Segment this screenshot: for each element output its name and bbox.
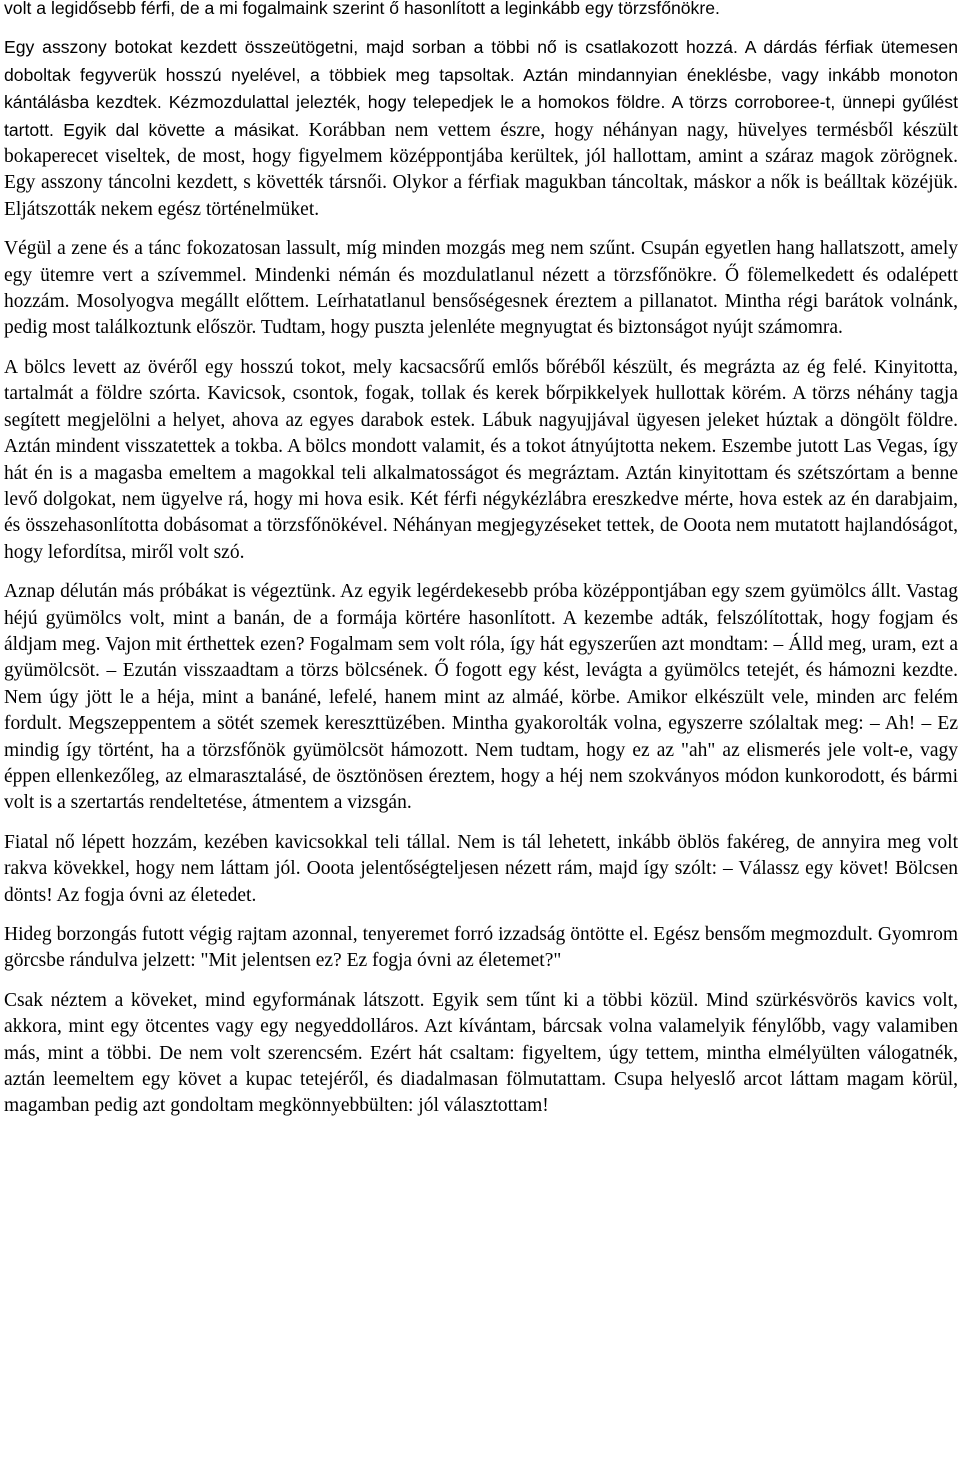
paragraph: Hideg borzongás futott végig rajtam azonnal, tenyeremet forró izzadság öntötte el. Egész bensőm megmozdult. Gyomrom görcsbe rándulva jelzett: "Mit jelentsen ez? Ez fogja óvni az életemet?" [4,924,958,972]
paragraph: Végül a zene és a tánc fokozatosan lassult, míg minden mozgás meg nem szűnt. Csupán egyetlen hang hallatszott, amely egy ütemre vert a szívemmel. Mindenki némán és mozdulatlanul nézett a törzsfőnökre. Ő fölemelkedett és odalépett hozzám. Mosolyogva megállt előttem. Leírhatatlanul bensőségesnek éreztem a pillanatot. Mintha régi barátok volnánk, pedig most találkoztunk először. Tudtam, hogy puszta jelenléte megnyugtat és biztonságot nyújt számomra. [4,238,958,339]
paragraph: Fiatal nő lépett hozzám, kezében kavicsokkal teli tállal. Nem is tál lehetett, inkább öblös fakéreg, de annyira meg volt rakva kövekkel, hogy nem láttam jól. Ooota jelentőségteljesen nézett rám, majd így szólt: – Válassz egy követ! Bölcsen dönts! Az fogja óvni az életedet. [4,831,958,906]
document-page [4,0,958,1133]
paragraph [4,34,958,223]
paragraph-sans-part: Egy asszony botokat kezdett összeütögetni, majd sorban a többi nő is csatlakozott hozzá. A dárdás férfiak ütemesen doboltak fegyverük hosszú nyelével, a többiek meg tapsoltak. Aztán mindannyian éneklésbe, vagy inkább monoton kántálásba kezdtek. Kézmozdulattal jelezték, hogy telepedjek le a homokos földre. A törzs corroboree-t, ünnepi gyűlést tartott. Egyik dal követte a másikat. [4,37,958,140]
paragraph-serif-part: Korábban nem vettem észre, hogy néhányan nagy, hüvelyes termésből készült bokaperecet viseltek, de most, hogy figyelmem középpontjába kerültek, jól hallottam, amint a száraz magok zörögnek. Egy asszony táncolni kezdett, s követték társnői. Olykor a férfiak magukban táncoltak, máskor a nők is beálltak közéjük. Eljátszották nekem egész történelmüket. [4,119,959,220]
paragraph: volt a legidősebb férfi, de a mi fogalmaink szerint ő hasonlított a leginkább egy törzsfőnökre. [4,0,720,18]
paragraph: Csak néztem a köveket, mind egyformának látszott. Egyik sem tűnt ki a többi közül. Mind szürkésvörös kavics volt, akkora, mint egy ötcentes vagy egy negyeddolláros. Azt kívántam, bárcsak volna valamelyik fénylőbb, vagy valamiben más, mint a többi. De nem volt szerencsém. Ezért hát csaltam: figyeltem, úgy tettem, mintha elmélyülten válogatnék, aztán leemeltem egy követ a kupac tetejéről, és diadalmasan fölmutattam. Csupa helyeslő arcot láttam magam körül, magamban pedig azt gondoltam megkönnyebbülten: jól választottam! [4,989,958,1117]
paragraph: A bölcs levett az övéről egy hosszú tokot, mely kacsacsőrű emlős bőréből készült, és megrázta az ég felé. Kinyitotta, tartalmát a földre szórta. Kavicsok, csontok, fogak, tollak és kerek bőrpikkelyek hullottak körém. A törzs néhány tagja segített megjelölni a helyet, ahova az egyes darabok estek. Lábuk nagyujjával ügyesen jeleket húztak a döngölt földre. Aztán mindent visszatettek a tokba. A bölcs mondott valamit, és a tokot átnyújtotta nekem. Eszembe jutott Las Vegas, így hát én is a magasba emeltem a magokkal teli alkalmatosságot és megráztam. Aztán kinyitottam és szétszórtam a benne levő dolgokat, nem ügyelve rá, hogy mi hova esik. Két férfi négykézlábra ereszkedve mérte, hova estek az én darabjaim, és összehasonlította dobásomat a törzsfőnökével. Néhányan megjegyzéseket tettek, de Ooota nem mutatott hajlandóságot, hogy lefordítsa, miről volt szó. [4,356,958,563]
paragraph: Aznap délután más próbákat is végeztünk. Az egyik legérdekesebb próba középpontjában egy szem gyümölcs állt. Vastag héjú gyümölcs volt, mint a banán, de a formája körtére hasonlított. A kezembe adták, felszólítottak, hogy fogjam és áldjam meg. Vajon mit érthettek ezen? Fogalmam sem volt róla, így hát egyszerűen azt mondtam: – Álld meg, uram, ezt a gyümölcsöt. – Ezután visszaadtam a törzs bölcsének. Ő fogott egy kést, levágta a gyümölcs tetejét, és hámozni kezdte. Nem úgy jött le a héja, mint a banáné, lefelé, hanem mint az almáé, körbe. Amikor elkészült vele, minden arc felém fordult. Megszeppentem a sötét szemek kereszttüzében. Mintha gyakorolták volna, egyszerre szólaltak meg: – Ah! – Ez mindig így történt, ha a törzsfőnök gyümölcsöt hámozott. Nem tudtam, hogy ez az "ah" az elismerés jele volt-e, vagy éppen ellenkezőleg, az elmarasztalásé, de ösztönösen éreztem, hogy a héj nem szokványos módon kunkorodott, és bármi volt is a szertartás rendeltetése, átmentem a vizsgán. [4,581,958,814]
